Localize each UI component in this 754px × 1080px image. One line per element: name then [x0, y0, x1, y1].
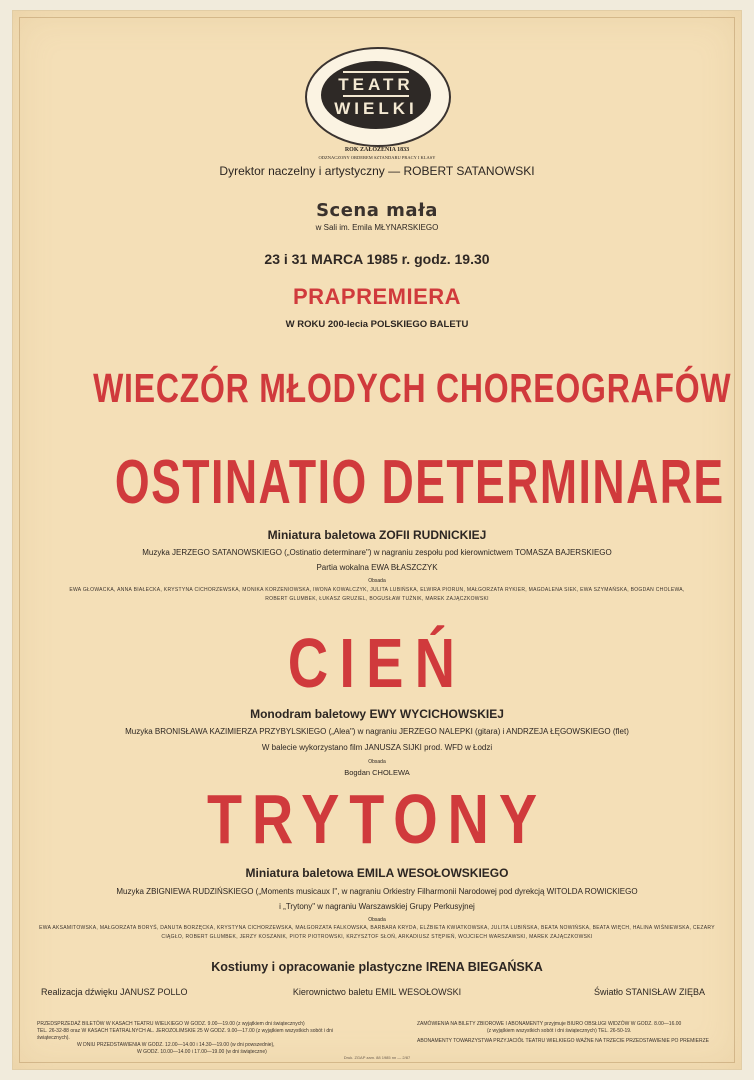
work3-cast-label: Obsada	[368, 917, 386, 923]
work2-title: CIEŃ	[287, 624, 467, 702]
logo-text-top: TEATR	[338, 75, 414, 94]
work3-music-line1: Muzyka ZBIGNIEWA RUDZIŃSKIEGO („Moments musicaux I", w nagraniu Orkiestry Filharmonii Narodowej pod dyrekcją WITOLDA ROWICKIEGO	[116, 887, 638, 896]
ballet-direction-credit: Kierownictwo baletu EMIL WESOŁOWSKI	[292, 987, 462, 997]
work1-vocal: Partia wokalna EWA BŁASZCZYK	[316, 563, 438, 572]
work2-music: Muzyka BRONISŁAWA KAZIMIERZA PRZYBYLSKIEGO („Alea") w nagraniu JERZEGO NALEPKI (gitara) i ANDRZEJA ŁĘGOWSKIEGO (flet)	[125, 727, 629, 736]
work2-subtitle: Monodram baletowy EWY WYCICHOWSKIEJ	[250, 707, 504, 721]
costumes-credit: Kostiumy i opracowanie plastyczne IRENA BIEGAŃSKA	[211, 960, 543, 974]
work3-title: TRYTONY	[207, 780, 547, 858]
work2-cast-label: Obsada	[368, 759, 386, 765]
footer-box-office	[37, 1021, 361, 1056]
hall-name: w Sali im. Emila MŁYNARSKIEGO	[315, 223, 439, 232]
work1-cast-line1: EWA GŁOWACKA, ANNA BIAŁECKA, KRYSTYNA CICHORZEWSKA, MONIKA KORZENIOWSKA, IWONA KOWALCZYK, JULITA LUBIŃSKA, ELWIRA PIORUN, MAŁGORZATA RYKIER, MAGDALENA SIEK, EWA SZYMAŃSKA, BOGDAN CHOLEWA,	[69, 587, 685, 593]
footer-right-line2: (z wyjątkiem wszystkich sobót i dni świątecznych) TEL. 26-50-19.	[487, 1028, 632, 1034]
work3-cast-line1: EWA AKSAMITOWSKA, MAŁGORZATA BORYŚ, DANUTA BORZĘCKA, KRYSTYNA CICHORZEWSKA, MAŁGORZATA FALKOWSKA, BARBARA KRYDA, ELŻBIETA KWIATKOWSKA, JULITA LUBIŃSKA, BEATA NOWIŃSKA, BEATA WIĘCH, HALINA WIŚNIEWSKA, CEZARY	[39, 925, 715, 931]
evening-title: WIECZÓR MŁODYCH CHOREOGRAFÓW	[93, 365, 732, 411]
work1-subtitle: Miniatura baletowa ZOFII RUDNICKIEJ	[267, 528, 487, 542]
footer-left-line1: PRZEDSPRZEDAŻ BILETÓW W KASACH TEATRU WIELKIEGO W GODZ. 9.00—19.00 (z wyjątkiem dni świątecznych)	[37, 1021, 305, 1027]
poster	[12, 10, 742, 1070]
printer-note: Druk. ZGAP zam. 88 1985 nn — 2/87	[343, 1055, 411, 1060]
sound-credit: Realizacja dźwięku JANUSZ POLLO	[41, 987, 188, 997]
logo-emblem	[321, 61, 431, 129]
work2-cast: Bogdan CHOLEWA	[344, 768, 410, 777]
logo-text-bottom: WIELKI	[334, 99, 418, 118]
footer-right-line1: ZAMÓWIENIA NA BILETY ZBIOROWE I ABONAMENTY przyjmuje BIURO OBSŁUGI WIDZÓW W GODZ. 8.00—16.00	[417, 1021, 682, 1027]
work1-cast-label: Obsada	[368, 578, 386, 584]
award-note: ODZNACZONY ORDEREM SZTANDARU PRACY I KLASY	[318, 155, 436, 160]
work1-title: OSTINATIO DETERMINARE	[114, 448, 725, 517]
work3-cast-line2: CIĄGŁO, ROBERT GLUMBEK, JERZY KOSZANIK, PIOTR PIOTROWSKI, KRZYSZTOF SŁOŃ, ARKADIUSZ STĘPIEŃ, WOJCIECH WARSZAWSKI, MAREK ZAJĄCZKOWSKI	[161, 934, 593, 940]
lighting-credit: Światło STANISŁAW ZIĘBA	[593, 987, 705, 997]
logo-middle-line	[343, 95, 409, 97]
work1-cast-line2: ROBERT GLUMBEK, ŁUKASZ GRUZIEL, BOGUSŁAW TUŻNIK, MAREK ZAJĄCZKOWSKI	[265, 596, 489, 602]
logo-roof-line	[343, 71, 409, 73]
stage-name: Scena mała	[316, 200, 438, 221]
teatr-wielki-logo	[305, 47, 451, 147]
premiere-label: PRAPREMIERA	[292, 284, 462, 309]
work2-film: W balecie wykorzystano film JANUSZA SIJKI prod. WFD w Łodzi	[261, 743, 493, 752]
footer-left-line4: W GODZ. 10.00—14.00 i 17.00—19.00 (w dni świąteczne)	[137, 1049, 267, 1055]
footer-left-line3: W DNIU PRZEDSTAWIENIA W GODZ. 12.00—14.00 i 14.30—19.00 (w dni powszednie),	[77, 1042, 275, 1048]
founded-year: ROK ZAŁOŻENIA 1833	[344, 147, 410, 153]
work3-music-line2: i „Trytony" w nagraniu Warszawskiej Grupy Perkusyjnej	[279, 902, 475, 911]
work3-subtitle: Miniatura baletowa EMILA WESOŁOWSKIEGO	[245, 866, 509, 880]
director-line: Dyrektor naczelny i artystyczny — ROBERT SATANOWSKI	[219, 164, 535, 178]
footer-group-orders	[417, 1021, 717, 1045]
footer-right-line3: ABONAMENTY TOWARZYSTWA PRZYJACIÓŁ TEATRU WIELKIEGO WAŻNE NA TRZECIE PRZEDSTAWIENIE PO PREMIERZE	[417, 1038, 709, 1044]
work1-music: Muzyka JERZEGO SATANOWSKIEGO („Ostinatio determinare") w nagraniu zespołu pod kierownictwem TOMASZA BAJERSKIEGO	[142, 548, 612, 557]
performance-dates: 23 i 31 MARCA 1985 r. godz. 19.30	[264, 251, 490, 267]
anniversary-line: W ROKU 200-lecia POLSKIEGO BALETU	[285, 319, 469, 330]
footer-left-line2: TEL. 26-32-88 oraz W KASACH TEATRALNYCH AL. JEROZOLIMSKIE 25 W GODZ. 9.00—17.00 (z wyjątkiem wszystkich sobót i dni świątecznych).	[37, 1028, 334, 1041]
